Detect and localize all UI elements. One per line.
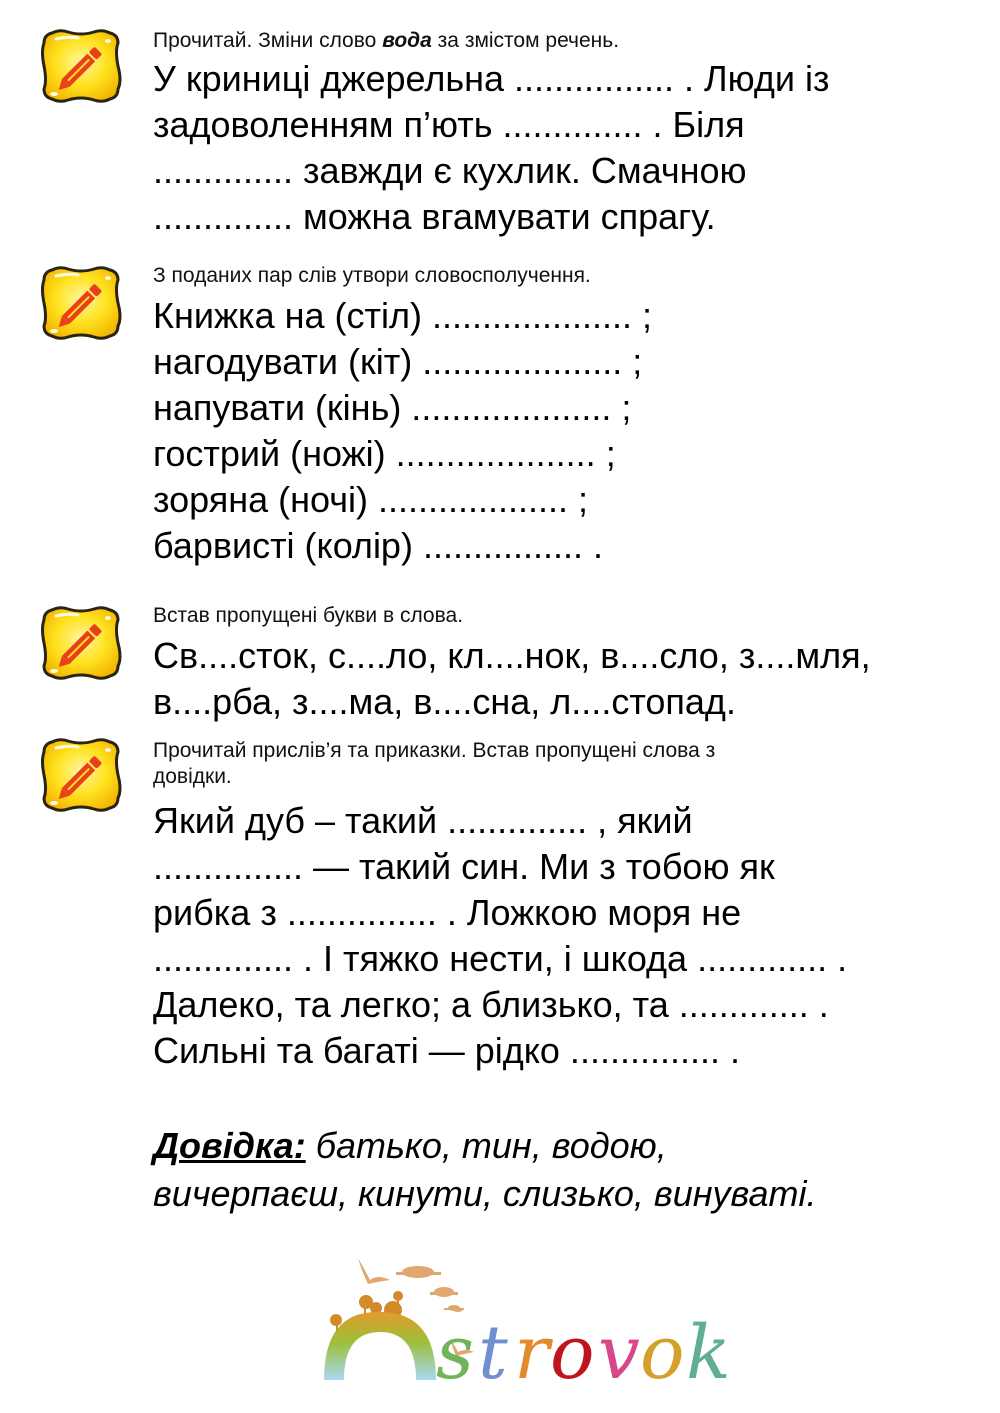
task-3-instruction: Встав пропущені букви в слова. [153, 604, 464, 627]
reference-words: батько, тин, водою, [305, 1125, 667, 1166]
task-4-instruction: Прочитай прислів’я та приказки. Встав пропущені слова з довідки. [153, 739, 716, 788]
reference-block [153, 1122, 817, 1218]
cloud-icon [396, 1266, 464, 1311]
text-line: барвисті (колір) ................ . [153, 525, 603, 566]
task-2-instruction: З поданих пар слів утвори словосполучення. [153, 264, 591, 287]
svg-text:s: s [436, 1310, 474, 1390]
text-line: в....рба, з....ма, в....сна, л....стопад. [153, 681, 736, 722]
pencil-icon [38, 604, 124, 682]
svg-text:o: o [640, 1310, 685, 1390]
svg-text:o: o [550, 1310, 595, 1390]
keyword-voda: вода [382, 29, 432, 52]
svg-text:r: r [514, 1310, 550, 1390]
reference-label: Довідка: [153, 1125, 306, 1166]
ostrovok-logo [318, 1250, 758, 1390]
pencil-icon [38, 27, 124, 105]
task-1-instruction: Прочитай. Зміни слово вода за змістом речень. [153, 29, 620, 52]
task-3-text [153, 633, 871, 725]
text-line: напувати (кінь) .................... ; [153, 387, 632, 428]
text-line: ............... — такий син. Ми з тобою як [153, 846, 775, 887]
svg-text:v: v [598, 1310, 640, 1390]
text-line: Який дуб – такий .............. , який [153, 800, 693, 841]
svg-text:k: k [686, 1310, 731, 1390]
reference-words: вичерпаєш, кинути, слизько, винуваті. [153, 1173, 817, 1214]
text-line: Далеко, та легко; а близько, та ............. . [153, 984, 829, 1025]
text-line: .............. завжди є кухлик. Смачною [153, 150, 747, 191]
task-1-text [153, 56, 829, 240]
text-line: гострий (ножі) .................... ; [153, 433, 616, 474]
text-line: У криниці джерельна ................ . Люди із [153, 58, 830, 99]
task-4-text [153, 798, 847, 1074]
text-line: .............. можна вгамувати спрагу. [153, 196, 716, 237]
text-line: Книжка на (стіл) .................... ; [153, 295, 653, 336]
text-line: нагодувати (кіт) .................... ; [153, 341, 643, 382]
svg-text:t: t [478, 1310, 508, 1390]
pencil-icon [38, 736, 124, 814]
text-line: зоряна (ночі) ................... ; [153, 479, 589, 520]
text-line: Сильні та багаті — рідко ............... . [153, 1030, 740, 1071]
text-line: .............. . І тяжко нести, і шкода ............. . [153, 938, 848, 979]
task-2-text [153, 293, 652, 569]
pencil-icon [38, 264, 124, 342]
text-line: рибка з ............... . Ложкою моря не [153, 892, 742, 933]
text-line: Св....сток, с....ло, кл....нок, в....сло, з....мля, [153, 635, 871, 676]
text-line: задоволенням п’ють .............. . Біля [153, 104, 745, 145]
